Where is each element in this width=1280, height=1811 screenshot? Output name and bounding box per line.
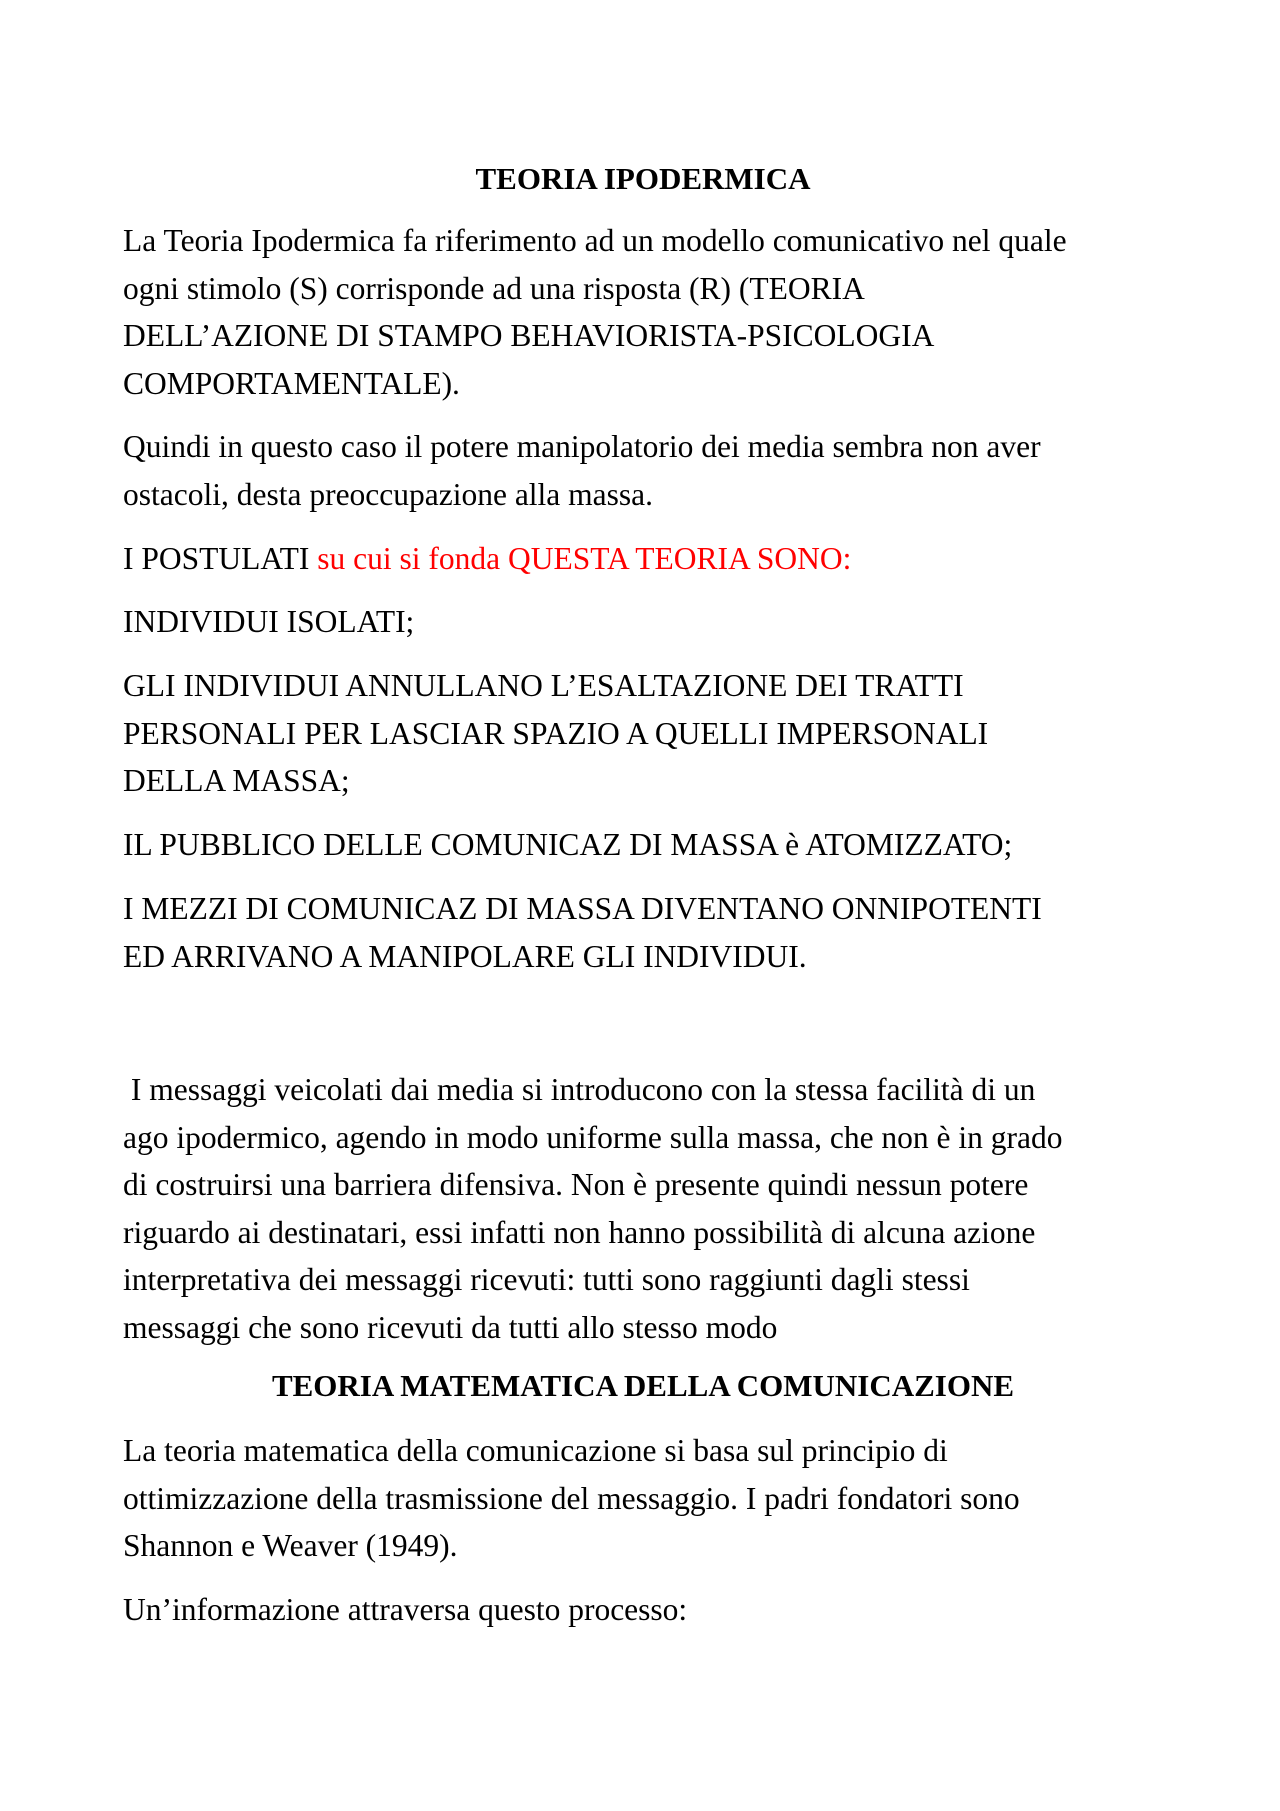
text-line: GLI INDIVIDUI ANNULLANO L’ESALTAZIONE DEI TRATTI (123, 668, 964, 703)
text-line: ostacoli, desta preoccupazione alla massa. (123, 476, 654, 512)
text-line: messaggi che sono ricevuti da tutti allo stesso modo (123, 1309, 778, 1345)
text-line: La teoria matematica della comunicazione si basa sul principio di (123, 1433, 948, 1468)
text-line: COMPORTAMENTALE). (123, 365, 460, 401)
text-line: Shannon e Weaver (1949). (123, 1528, 458, 1563)
postulate-item (123, 885, 1183, 980)
paragraph-process (123, 1586, 1183, 1634)
postulates-highlight: su cui si fonda QUESTA TEORIA SONO: (317, 541, 852, 576)
text-line (123, 535, 1183, 583)
text-line: PERSONALI PER LASCIAR SPAZIO A QUELLI IMPERSONALI (123, 715, 989, 751)
text-line: riguardo ai destinatari, essi infatti non hanno possibilità di alcuna azione (123, 1214, 1036, 1250)
postulate-item (123, 662, 1183, 805)
text-line: I MEZZI DI COMUNICAZ DI MASSA DIVENTANO ONNIPOTENTI (123, 891, 1042, 926)
text-line: IL PUBBLICO DELLE COMUNICAZ DI MASSA è ATOMIZZATO; (123, 827, 1013, 862)
text-line: I messaggi veicolati dai media si introducono con la stessa facilità di un (123, 1072, 1036, 1107)
text-line: Quindi in questo caso il potere manipolatorio dei media sembra non aver (123, 429, 1041, 464)
paragraph-math-theory (123, 1427, 1183, 1570)
paragraph-hypodermic-needle (123, 1066, 1183, 1351)
section-heading-teoria-ipodermica: TEORIA IPODERMICA (475, 161, 811, 196)
paragraph-postulates-intro (123, 535, 1183, 583)
section-heading-teoria-matematica: TEORIA MATEMATICA DELLA COMUNICAZIONE (271, 1368, 1015, 1403)
text-line: ottimizzazione della trasmissione del messaggio. I padri fondatori sono (123, 1480, 1020, 1516)
text-line: DELL’AZIONE DI STAMPO BEHAVIORISTA-PSICOLOGIA (123, 318, 935, 353)
text-line: di costruirsi una barriera difensiva. Non è presente quindi nessun potere (123, 1167, 1029, 1202)
postulate-item (123, 821, 1183, 869)
postulates-label: I POSTULATI (123, 541, 318, 576)
text-line: Un’informazione attraversa questo processo: (123, 1592, 688, 1627)
text-line: ED ARRIVANO A MANIPOLARE GLI INDIVIDUI. (123, 938, 807, 974)
postulate-item (123, 598, 1183, 646)
text-line: INDIVIDUI ISOLATI; (123, 604, 415, 639)
paragraph-manipulation (123, 423, 1183, 518)
text-line: ogni stimolo (S) corrisponde ad una risposta (R) (TEORIA (123, 270, 865, 306)
text-line: ago ipodermico, agendo in modo uniforme sulla massa, che non è in grado (123, 1119, 1063, 1155)
paragraph-intro (123, 217, 1183, 407)
text-line: La Teoria Ipodermica fa riferimento ad un modello comunicativo nel quale (123, 223, 1067, 258)
text-line: DELLA MASSA; (123, 763, 350, 798)
text-line: interpretativa dei messaggi ricevuti: tutti sono raggiunti dagli stessi (123, 1262, 970, 1297)
